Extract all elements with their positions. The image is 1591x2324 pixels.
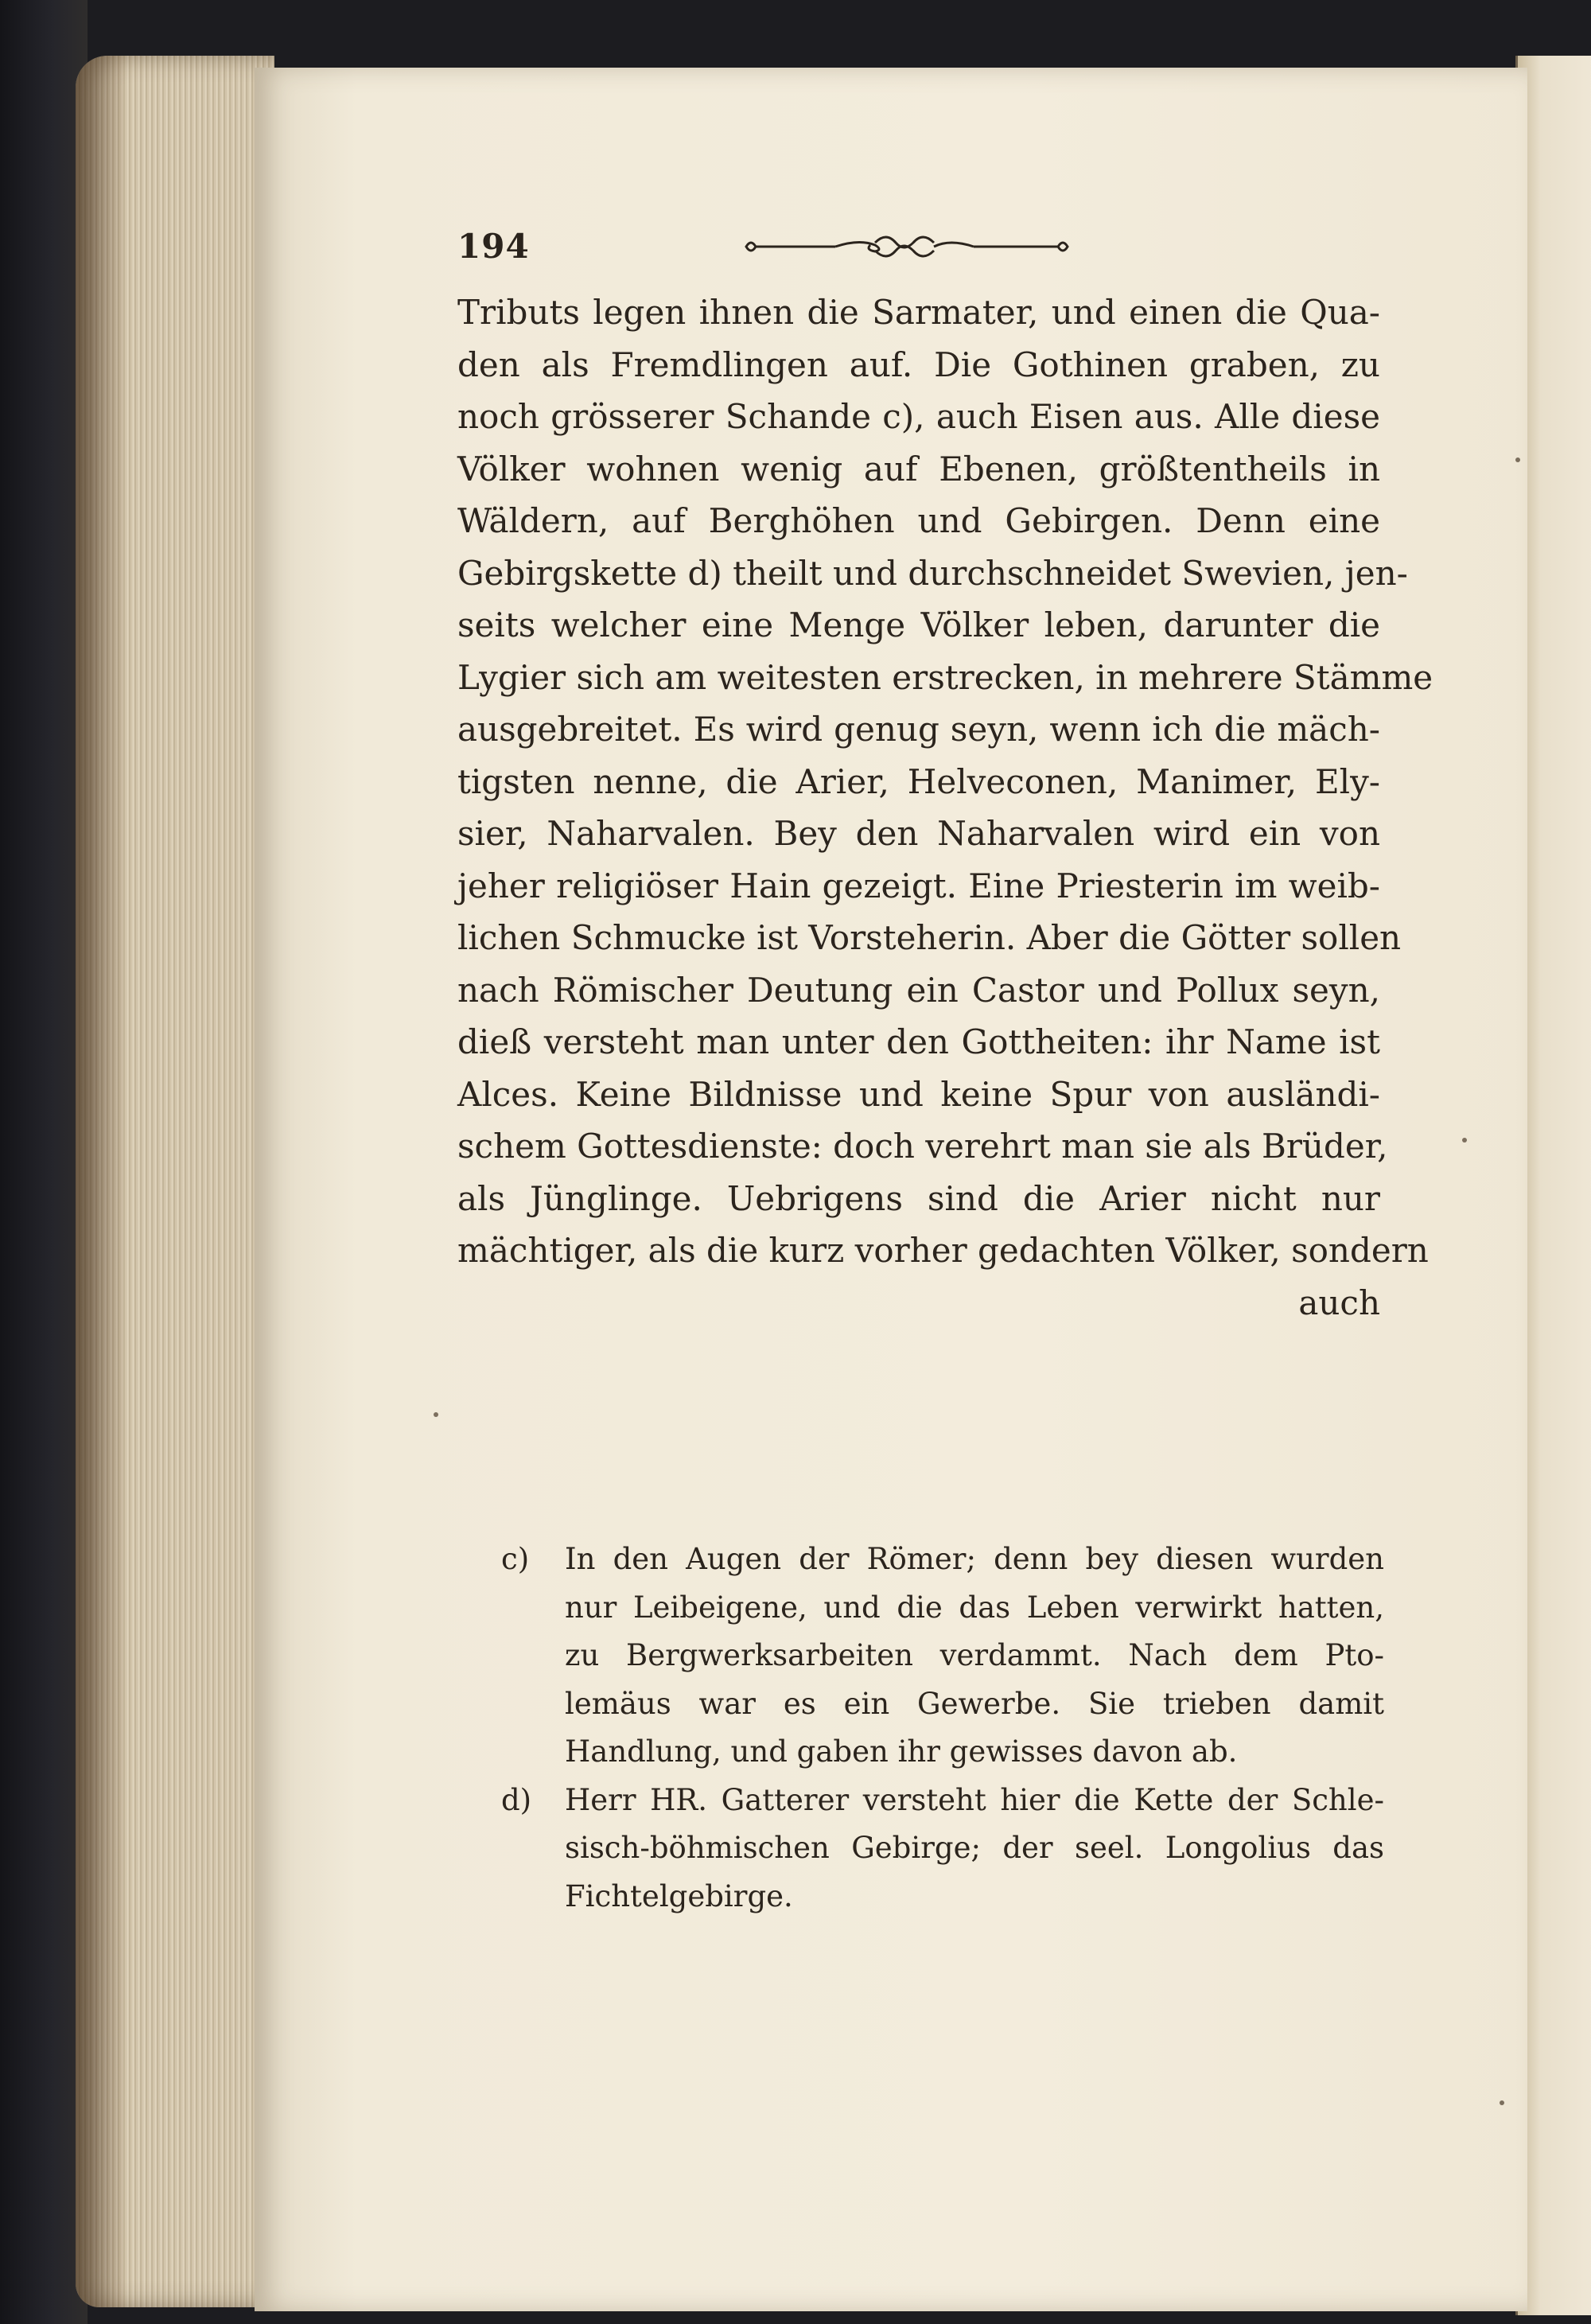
main-text (457, 286, 1433, 1329)
text-line: mächtiger, als die kurz vorher gedachten Völker, sondern (457, 1231, 1429, 1270)
catchword: auch (1298, 1283, 1380, 1322)
text-line: seits welcher eine Menge Völker leben, darunter die (457, 605, 1380, 644)
text-line: schem Gottesdienste: doch verehrt man sie als Brüder, (457, 1127, 1388, 1166)
paper-speck (1500, 2100, 1504, 2105)
text-line: lichen Schmucke ist Vorsteherin. Aber die Götter sollen (457, 918, 1402, 957)
text-line: den als Fremdlingen auf. Die Gothinen graben, zu (457, 345, 1380, 384)
text-line: Gebirgskette d) theilt und durchschneidet Swevien, jen- (457, 553, 1408, 593)
footnote-marker: c) (501, 1542, 530, 1576)
page-number: 194 (457, 227, 530, 266)
footnote-line: Handlung, und gaben ihr gewisses davon ab. (565, 1734, 1238, 1769)
page-edge-stain (76, 56, 123, 2307)
footnote-line: zu Bergwerksarbeiten verdammt. Nach dem Pto- (565, 1638, 1384, 1672)
footnote-line: sisch-böhmischen Gebirge; der seel. Longolius das (565, 1831, 1384, 1865)
text-line: Völker wohnen wenig auf Ebenen, größtentheils in (457, 449, 1380, 489)
footnote-marker: d) (501, 1782, 532, 1817)
text-line: sier, Naharvalen. Bey den Naharvalen wird ein von (457, 814, 1380, 853)
paper-speck (1515, 457, 1520, 462)
footnote-line: Fichtelgebirge. (565, 1878, 793, 1913)
text-line: Tributs legen ihnen die Sarmater, und einen die Qua- (457, 293, 1380, 332)
running-header (457, 227, 1110, 274)
text-line: noch grösserer Schande c), auch Eisen aus. Alle diese (457, 397, 1380, 436)
text-line: als Jünglinge. Uebrigens sind die Arier nicht nur (457, 1178, 1380, 1218)
binding-background (0, 0, 88, 2324)
footnote-line: lemäus war es ein Gewerbe. Sie trieben damit (565, 1686, 1384, 1721)
vine-ornament-icon (740, 227, 1074, 267)
paper-speck (1462, 1138, 1467, 1143)
footnote-line: In den Augen der Römer; denn bey diesen wurden (565, 1542, 1384, 1576)
text-line: jeher religiöser Hain gezeigt. Eine Priesterin im weib- (457, 866, 1380, 905)
text-line: nach Römischer Deutung ein Castor und Pollux seyn, (457, 970, 1380, 1010)
footnote-c (501, 1536, 1384, 1777)
footnote-line: nur Leibeigene, und die das Leben verwirkt hatten, (565, 1590, 1384, 1625)
text-line: tigsten nenne, die Arier, Helveconen, Manimer, Ely- (457, 761, 1380, 801)
text-line: Wäldern, auf Berghöhen und Gebirgen. Denn eine (457, 501, 1380, 540)
footnote-d (501, 1777, 1384, 1921)
paper-speck (434, 1412, 438, 1417)
text-line: Lygier sich am weitesten erstrecken, in mehrere Stämme (457, 657, 1433, 697)
text-line: ausgebreitet. Es wird genug seyn, wenn ich die mäch- (457, 710, 1380, 749)
text-line: Alces. Keine Bildnisse und keine Spur von ausländi- (457, 1074, 1380, 1114)
footnotes (501, 1536, 1384, 1921)
footnote-line: Herr HR. Gatterer versteht hier die Kette der Schle- (565, 1782, 1384, 1817)
text-line: dieß versteht man unter den Gottheiten: ihr Name ist (457, 1022, 1380, 1061)
